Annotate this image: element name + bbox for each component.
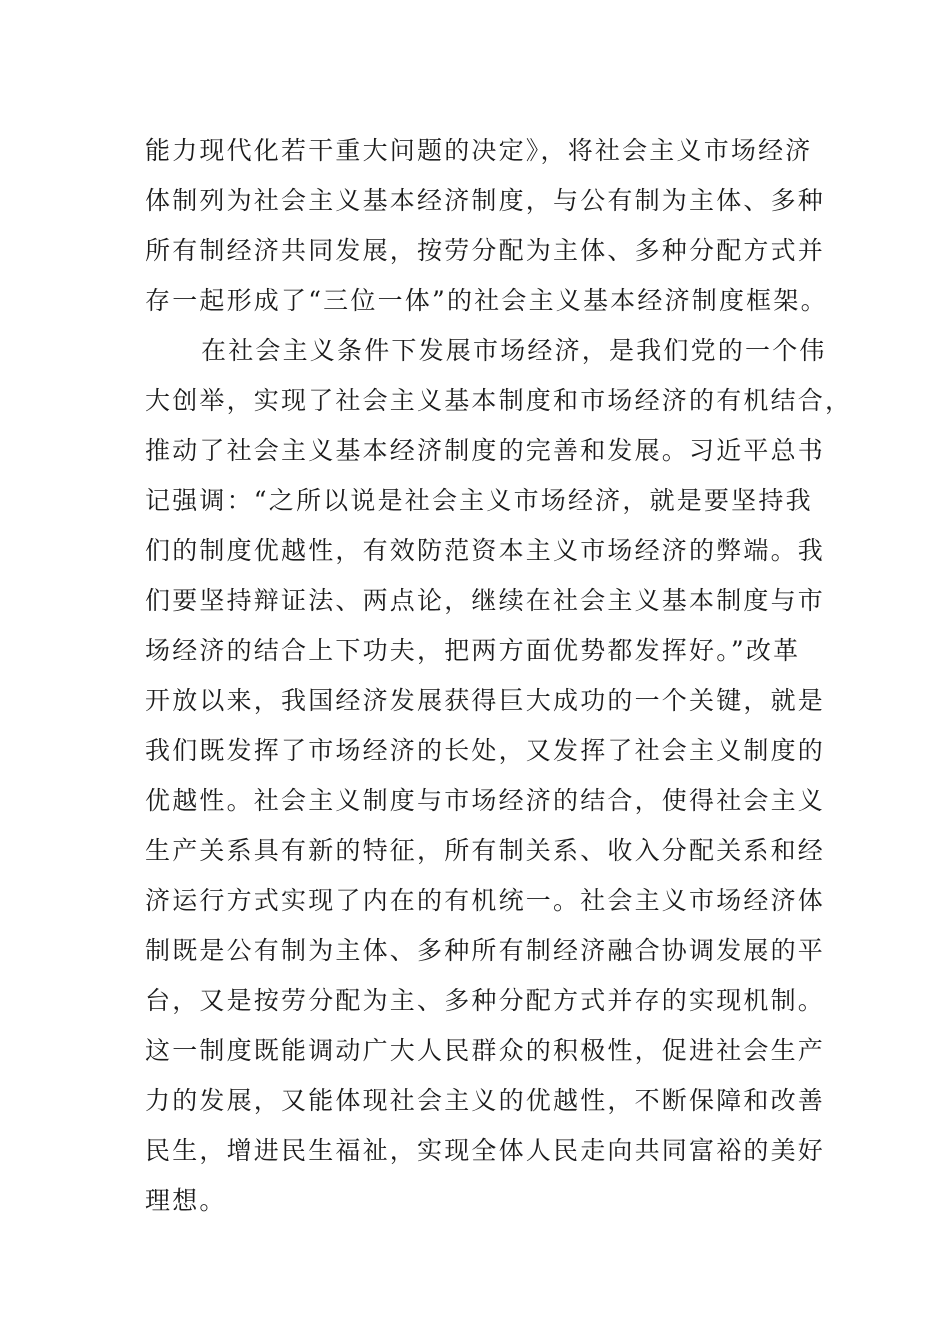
paragraph-2 xyxy=(145,326,853,1226)
paragraph-line: 场经济的结合上下功夫，把两方面优势都发挥好。”改革 xyxy=(145,636,801,665)
paragraph-line: 优越性。社会主义制度与市场经济的结合，使得社会主义 xyxy=(145,786,826,815)
paragraph-line: 制既是公有制为主体、多种所有制经济融合协调发展的平 xyxy=(145,936,826,965)
paragraph-line: 这一制度既能调动广大人民群众的积极性，促进社会生产 xyxy=(145,1036,826,1065)
paragraph-line: 们的制度优越性，有效防范资本主义市场经济的弊端。我 xyxy=(145,536,826,565)
paragraph-line: 生产关系具有新的特征，所有制关系、收入分配关系和经 xyxy=(145,836,826,865)
paragraph-line: 理想。 xyxy=(145,1186,227,1215)
paragraph-line: 力的发展，又能体现社会主义的优越性，不断保障和改善 xyxy=(145,1086,826,1115)
paragraph-line: 存一起形成了“三位一体”的社会主义基本经济制度框架。 xyxy=(145,286,828,315)
body-text xyxy=(145,126,853,1226)
paragraph-line: 记强调：“之所以说是社会主义市场经济，就是要坚持我 xyxy=(145,486,813,515)
paragraph-line: 济运行方式实现了内在的有机统一。社会主义市场经济体 xyxy=(145,886,826,915)
paragraph-line: 我们既发挥了市场经济的长处，又发挥了社会主义制度的 xyxy=(145,736,826,765)
paragraph-line: 能力现代化若干重大问题的决定》，将社会主义市场经济 xyxy=(145,136,813,165)
paragraph-1 xyxy=(145,126,828,326)
paragraph-line: 民生，增进民生福祉，实现全体人民走向共同富裕的美好 xyxy=(145,1136,826,1165)
paragraph-line: 开放以来，我国经济发展获得巨大成功的一个关键，就是 xyxy=(145,686,826,715)
paragraph-line: 在社会主义条件下发展市场经济，是我们党的一个伟 xyxy=(201,336,827,365)
paragraph-line: 推动了社会主义基本经济制度的完善和发展。习近平总书 xyxy=(145,436,826,465)
paragraph-line: 体制列为社会主义基本经济制度，与公有制为主体、多种 xyxy=(145,186,826,215)
paragraph-line: 台，又是按劳分配为主、多种分配方式并存的实现机制。 xyxy=(145,986,826,1015)
paragraph-line: 们要坚持辩证法、两点论，继续在社会主义基本制度与市 xyxy=(145,586,826,615)
paragraph-line: 大创举，实现了社会主义基本制度和市场经济的有机结合， xyxy=(145,386,853,415)
paragraph-line: 所有制经济共同发展，按劳分配为主体、多种分配方式并 xyxy=(145,236,826,265)
